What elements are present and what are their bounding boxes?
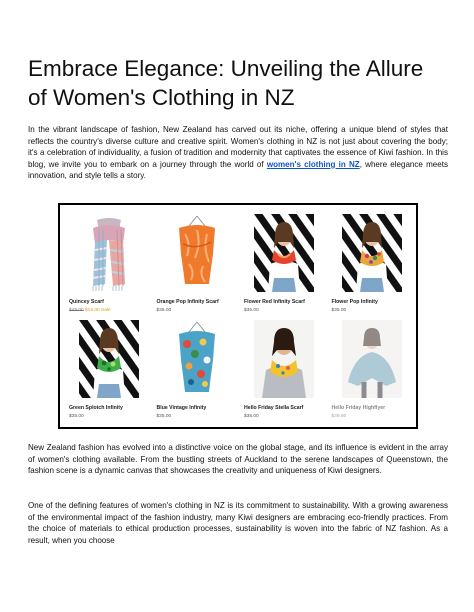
- product-price: $35.00: [331, 308, 347, 313]
- product-card[interactable]: [68, 213, 146, 316]
- product-image[interactable]: [254, 214, 314, 292]
- product-card[interactable]: [68, 319, 146, 422]
- paragraph-3: One of the defining features of women's clothing in NZ is its commitment to sustainability. With a growing awareness of the environmental impact of the fashion industry, many Kiwi designers are embracing eco-friendly practices. From the choice of materials to ethical production processes, sustainability is woven into the fabric of NZ fashion. As a result, when you choose: [28, 501, 448, 545]
- product-name[interactable]: Green Splotch Infinity: [69, 404, 123, 411]
- paragraph-2: New Zealand fashion has evolved into a distinctive voice on the global stage, and its influence is evident in the array of women's clothing available. From the bustling streets of Auckland to the serene landscapes of Queenstown, the fashion scene is a dynamic canvas that showcases the creativity and uniqueness of Kiwi designers.: [28, 443, 448, 476]
- product-price: $35.00: [69, 413, 84, 419]
- product-grid-screenshot: [58, 203, 418, 429]
- product-name[interactable]: Orange Pop Infinity Scarf: [156, 299, 219, 305]
- sale-price: $15.00: [85, 308, 100, 313]
- product-name[interactable]: Quincey Scarf: [69, 299, 104, 305]
- product-image[interactable]: [167, 214, 227, 292]
- product-card[interactable]: [243, 213, 321, 316]
- womens-clothing-link[interactable]: women's clothing in NZ: [266, 159, 360, 169]
- intro-text-before-link: In the vibrant landscape of fashion, New Zealand has carved out its niche, offering a unique blend of styles that reflects the country's diverse culture and creative spirit. Women's clothing in NZ is not just about covering the body; it's a celebration of individuality, a fusion of tradition and modernity that captivates the essence of Kiwi fashion. In this blog, we invite you to embark on a journey through the world of: [28, 125, 448, 169]
- blue-scarf-image: [167, 320, 227, 398]
- product-price: $39.95: [331, 413, 347, 419]
- product-card[interactable]: [331, 213, 409, 316]
- model-green-scarf-image: [79, 320, 139, 398]
- product-price: $35.00: [156, 308, 172, 313]
- product-price: $35.00: [156, 413, 172, 419]
- product-name[interactable]: Flower Pop Infinity: [331, 299, 378, 305]
- original-price: $49.00: [69, 308, 84, 313]
- page-title: Embrace Elegance: Unveiling the Allure of Women's Clothing in NZ: [28, 56, 424, 110]
- product-image[interactable]: [254, 320, 314, 398]
- product-name[interactable]: Flower Red Infinity Scarf: [244, 299, 305, 305]
- plaid-scarf-image: [79, 214, 139, 292]
- product-image[interactable]: [79, 320, 139, 398]
- product-name[interactable]: Blue Vintage Infinity: [156, 404, 207, 411]
- model-red-scarf-image: [254, 214, 314, 292]
- model-blue-wrap-image: [342, 320, 402, 398]
- sale-badge: Sale: [101, 308, 111, 313]
- product-price: $35.00: [244, 413, 259, 419]
- product-name[interactable]: Hello Friday Stella Scarf: [244, 404, 304, 411]
- product-card[interactable]: [243, 319, 321, 422]
- product-card[interactable]: [331, 319, 409, 422]
- product-image[interactable]: [167, 320, 227, 398]
- product-card[interactable]: [156, 213, 234, 316]
- product-price: $35.00: [244, 308, 259, 313]
- intro-text-after-link: , where elegance meets innovation, and style tells a story.: [28, 159, 449, 181]
- product-name[interactable]: Hello Friday Highflyer: [331, 404, 386, 411]
- product-card[interactable]: [156, 319, 234, 422]
- model-yellow-scarf-image: [254, 320, 314, 398]
- product-image[interactable]: [342, 214, 402, 292]
- intro-paragraph: [28, 124, 448, 182]
- product-image[interactable]: [79, 214, 139, 292]
- model-floral-scarf-image: [342, 214, 402, 292]
- product-price: [69, 308, 111, 313]
- product-grid: [68, 213, 408, 421]
- orange-scarf-image: [167, 214, 227, 292]
- product-image[interactable]: [342, 320, 402, 398]
